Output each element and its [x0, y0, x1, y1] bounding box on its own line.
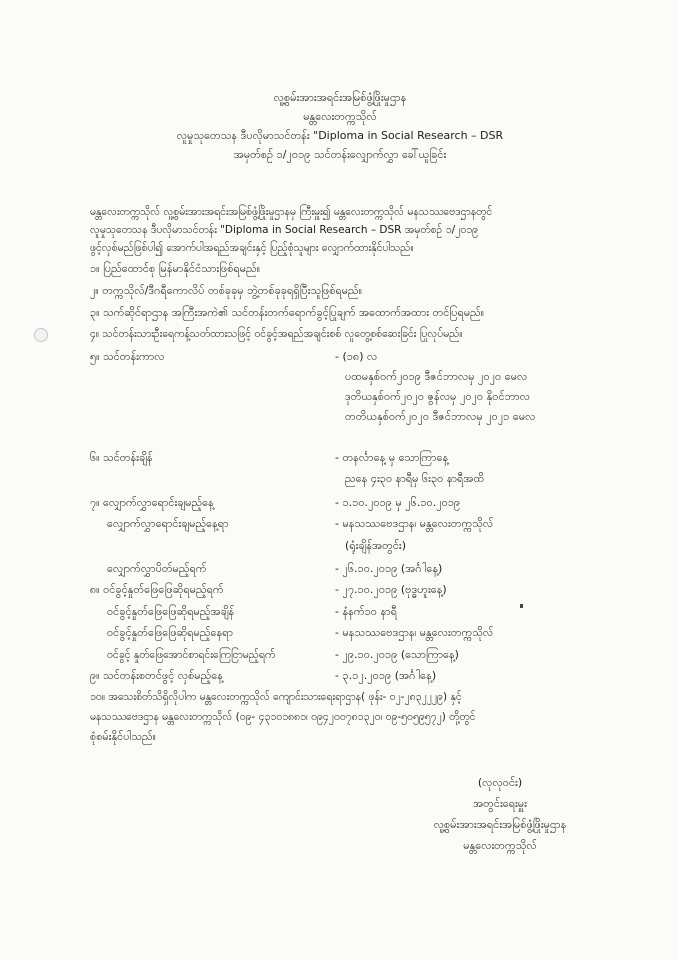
schedule-value-term-1: ပထမနှစ်ဝက်၂၀၁၉ ဒီဇင်ဘာလမှ ၂၀၂၀ မေလ: [345, 370, 528, 383]
schedule-label-interview-place: ဝင်ခွင့်နှုတ်ဖြေဖြေဆိုရမည့်နေရာ: [107, 626, 233, 639]
schedule-label-hours: ၆။ သင်တန်းချိန်: [90, 451, 153, 464]
schedule-value-hours: ညနေ ၄း၃၀ နာရီမှ ၆း၃၀ နာရီအထိ: [345, 472, 485, 485]
signatory-name: (လုလုဝင်း): [477, 776, 523, 789]
schedule-value-interview-place: - မနသဿဗေဒဌာန၊ မန္တလေးတက္ကသိုလ်: [335, 626, 494, 639]
schedule-value-days: - တနင်္လာနေ့ မှ သောကြာနေ့: [335, 451, 449, 464]
schedule-value-interview-date: - ၂၇.၁၀.၂၀၁၉ (ဗုဒ္ဓဟူးနေ့): [335, 583, 447, 596]
schedule-label-interview-date: ၈။ ဝင်ခွင့်နှုတ်ဖြေဖြေဆိုရမည့်ရက်: [90, 583, 224, 596]
signatory-department: လူ့စွမ်းအားအရင်းအမြစ်ဖွံ့ဖြိုးမှုဌာန: [433, 818, 567, 831]
intro-line-2: လူမှုသုတေသန ဒီပလိုမာသင်တန်း "Diploma in Social Research – DSR အမှတ်စဉ် ၁/၂၀၁၉: [90, 224, 479, 236]
schedule-value-start-date: - ၃.၁၂.၂၀၁၉ (အင်္ဂါနေ့): [335, 669, 437, 682]
header-announcement: အမှတ်စဉ် ၁/၂၀၁၉ သင်တန်းလျှောက်လွှာ ခေါ်ယူခြင်း: [233, 148, 447, 161]
intro-line-3: ဖွင့်လှစ်မည်ဖြစ်ပါ၍ အောက်ပါအရည်အချင်းနှင့် ပြည့်စုံသူများ လျှောက်ထားနိုင်ပါသည်။: [90, 242, 414, 254]
schedule-label-sale-date: ၇။ လျှောက်လွှာရောင်းချမည့်နေ့: [90, 496, 214, 509]
schedule-label-interview-time: ဝင်ခွင့်နှုတ်ဖြေဖြေဆိုရမည့်အချိန်: [107, 605, 235, 618]
schedule-label-start-date: ၉။ သင်တန်းစတင်ဖွင့် လှစ်မည့်နေ့: [90, 669, 223, 682]
requirement-1: ၁။ ပြည်ထောင်စု မြန်မာနိုင်ငံသားဖြစ်ရမည်။: [90, 262, 261, 275]
contact-line-3: စုံစမ်းနိုင်ပါသည်။: [90, 730, 157, 743]
schedule-label-close-date: လျှောက်လွှာပိတ်မည့်ရက်: [107, 562, 207, 575]
requirement-2: ၂။ တက္ကသိုလ်/ဒီဂရီကောလိပ် တစ်ခုခုမှ ဘွဲ့တစ်ခုခုရရှိပြီးသူဖြစ်ရမည်။: [90, 284, 363, 297]
contact-line-2: မနသဿဗေဒဌာန မန္တလေးတက္ကသိုလ် (၀၉- ၄၃၁၀၁၈၈၁၊ ၀၉၄၂၀၀၇၈၁၃၂၀၊ ၀၉-၅၀၅၉၅၇၂) တို့တွင်: [90, 711, 476, 723]
header-course-title: လူမှုသုတေသန ဒီပလိုမာသင်တန်း "Diploma in Social Research – DSR: [176, 129, 504, 142]
requirement-4: ၄။ သင်တန်းသားဦးရေကန့်သတ်ထားသဖြင့် ဝင်ခွင့်အရည်အချင်းစစ် လူတွေ့စစ်ဆေးခြင်း ပြုလုပ်မည်။: [90, 328, 463, 340]
signatory-university: မန္တလေးတက္ကသိုလ်: [463, 839, 537, 852]
ink-speck: [520, 604, 523, 608]
schedule-value-duration: - (၁၈) လ: [335, 350, 378, 363]
contact-line-1: ၁၀။ အသေးစိတ်သိရှိလိုပါက မန္တလေးတက္ကသိုလ် ကျောင်းသားရေးရာဌာန( ဖုန်း- ၀၂-၂၈၃၂၂၂၉) နှင့်: [90, 691, 462, 703]
signatory-title: အတွင်းရေးမှူး: [473, 797, 527, 810]
schedule-value-office-hours: (ရုံးချိန်အတွင်း): [345, 539, 407, 552]
schedule-label-result-date: ဝင်ခွင့် နှုတ်ဖြေအောင်စာရင်းကြေငြာမည့်ရက်: [107, 649, 276, 661]
requirement-3: ၃။ သက်ဆိုင်ရာဌာန အကြီးအကဲ၏ သင်တန်းတက်ရောက်ခွင့်ပြုချက် အထောက်အထား တင်ပြရမည်။: [90, 306, 485, 319]
schedule-value-sale-date: - ၁.၁၀.၂၀၁၉ မှ ၂၆.၁၀.၂၀၁၉: [335, 496, 461, 509]
schedule-value-close-date: - ၂၆.၁၀.၂၀၁၉ (အင်္ဂါနေ့): [335, 562, 443, 575]
punch-hole-mark: [34, 328, 48, 342]
schedule-value-term-3: တတိယနှစ်ဝက်၂၀၂၀ ဒီဇင်ဘာလမှ ၂၀၂၁ မေလ: [345, 410, 536, 423]
schedule-label-sale-place: လျှောက်လွှာရောင်းချမည့်နေ့ရာ: [107, 517, 229, 530]
schedule-value-interview-time: - နံနက်၁၀ နာရီ: [335, 605, 398, 618]
schedule-label-duration: ၅။ သင်တန်းကာလ: [90, 350, 165, 363]
intro-line-1: မန္တလေးတက္ကသိုလ် လူ့စွမ်းအားအရင်းအမြစ်ဖွံ့ဖြိုးမှုဌာနမှ ကြီးမှူး၍ မန္တလေးတက္ကသိုလ် မနသဿဗေဒဌာနတွင်: [90, 206, 493, 218]
header-department: လူ့စွမ်းအားအရင်းအမြစ်ဖွံ့ဖြိုးမှုဌာန: [273, 91, 407, 104]
schedule-value-sale-place: - မနသဿဗေဒဌာန၊ မန္တလေးတက္ကသိုလ်: [335, 517, 494, 530]
header-university: မန္တလေးတက္ကသိုလ်: [303, 110, 377, 123]
schedule-value-result-date: - ၂၉.၁၀.၂၀၁၉ (သောကြာနေ့): [335, 648, 459, 661]
schedule-value-term-2: ဒုတိယနှစ်ဝက်၂၀၂၀ ဇွန်လမှ ၂၀၂၀ နိုဝင်ဘာလ: [345, 390, 531, 403]
